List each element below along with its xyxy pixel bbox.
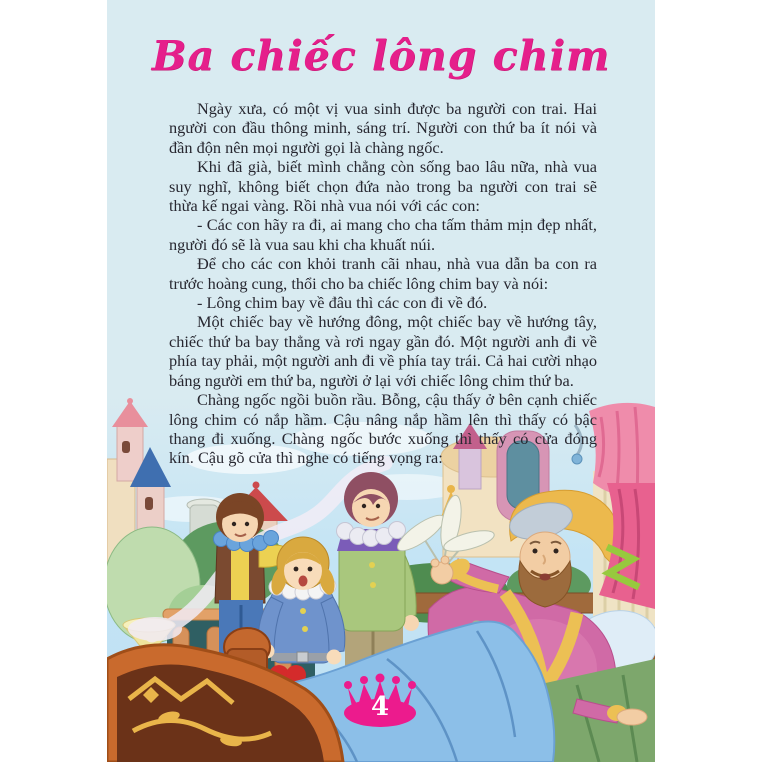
story-paragraph: - Lông chim bay về đâu thì các con đi về đó. — [197, 293, 488, 313]
book-page — [107, 0, 655, 762]
page-number-crown — [342, 670, 418, 728]
page-number: 4 — [370, 692, 390, 722]
story-text — [169, 99, 597, 468]
story-paragraph: - Các con hãy ra đi, ai mang cho cha tấm thảm mịn đẹp nhất, người đó sẽ là vua sau khi cha khuất núi. — [169, 215, 597, 254]
story-title: Ba chiếc lông chim — [151, 32, 611, 80]
story-paragraph: Để cho các con khỏi tranh cãi nhau, nhà vua dẫn ba con ra trước hoàng cung, thổi cho ba chiếc lông chim bay và nói: — [169, 254, 597, 293]
story-paragraph: Một chiếc bay về hướng đông, một chiếc bay về hướng tây, chiếc thứ ba bay thẳng và rơi ngay gần đó. Một người anh đi về phía tay phải, một người anh đi về phía tay trái. Cả hai cười nhạo báng người em thứ ba, người ở lại với chiếc lông chim thứ ba. — [169, 312, 597, 390]
story-paragraph: Khi đã già, biết mình chẳng còn sống bao lâu nữa, nhà vua suy nghĩ, không biết chọn đứa nào trong ba người con trai sẽ thừa kế ngai vàng. Rồi nhà vua nói với các con: — [169, 157, 597, 216]
story-paragraph: Ngày xưa, có một vị vua sinh được ba người con trai. Hai người con đầu thông minh, sáng trí. Người con thứ ba ít nói và đần độn nên mọi người gọi là chàng ngốc. — [169, 99, 597, 157]
story-paragraph: Chàng ngốc ngồi buồn rầu. Bỗng, cậu thấy ở bên cạnh chiếc lông chim có nắp hầm. Cậu nâng nắp hầm lên thì thấy có bậc thang đi xuống. Chàng ngốc bước xuống thì thấy có cửa đóng kín. Cậu gõ cửa thì nghe có tiếng vọng ra: — [169, 390, 597, 468]
